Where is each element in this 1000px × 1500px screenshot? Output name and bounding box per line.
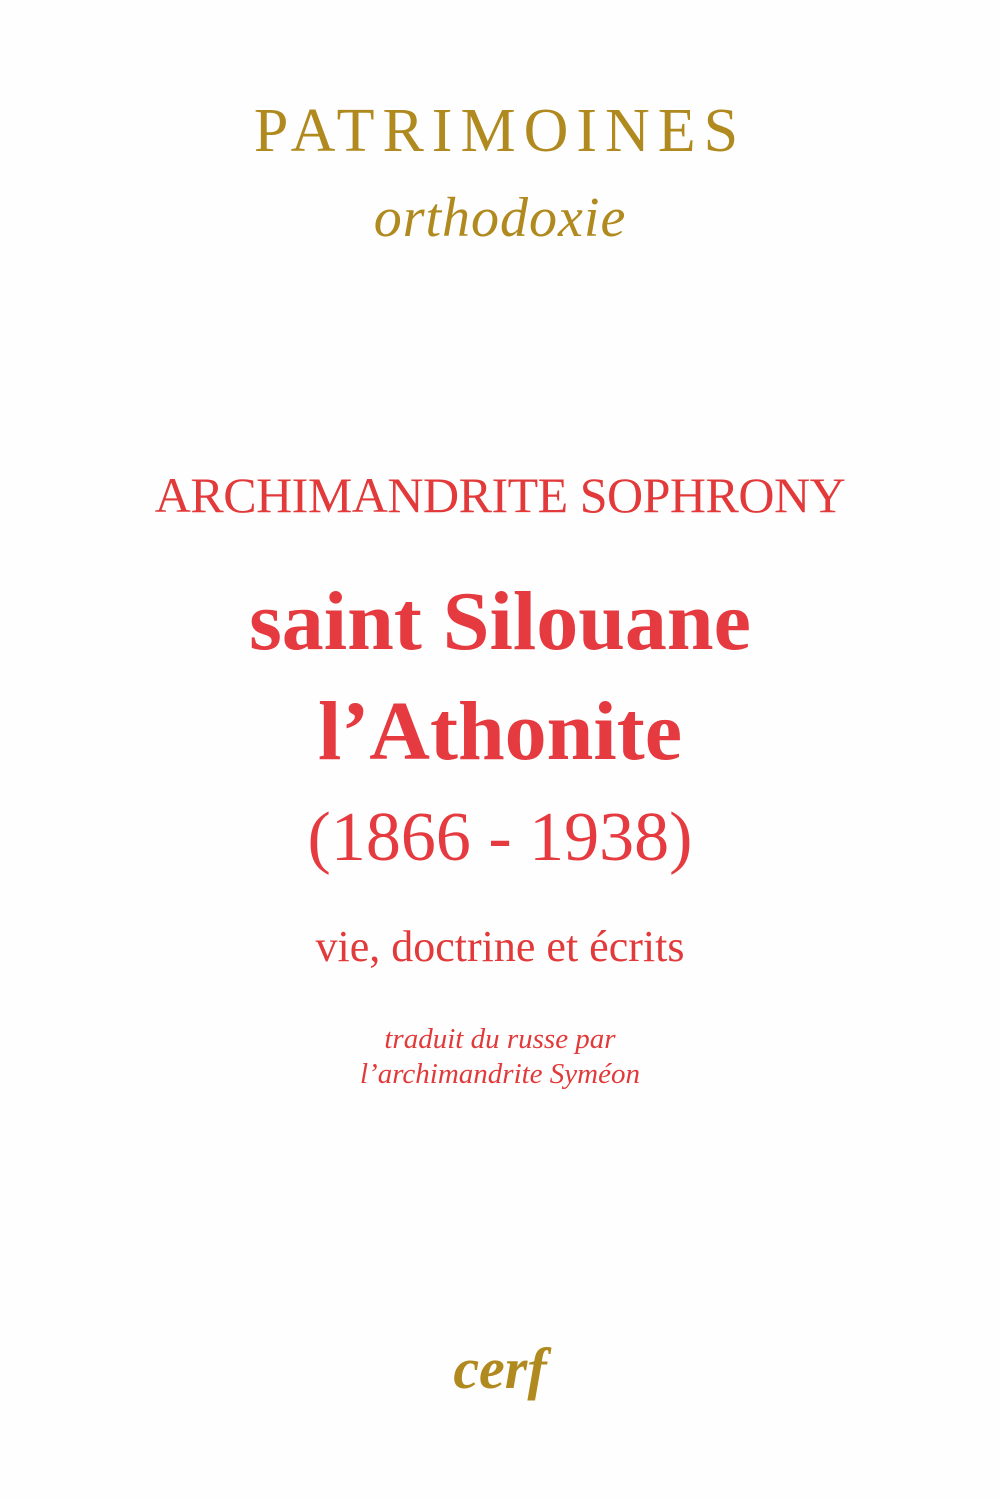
life-dates: (1866 - 1938): [307, 799, 693, 876]
book-title-line-2: l’Athonite: [318, 685, 682, 778]
book-title-line-1: saint Silouane: [249, 575, 751, 668]
book-subtitle: vie, doctrine et écrits: [315, 922, 685, 971]
translation-credit-line-1: traduit du russe par: [384, 1023, 616, 1055]
collection-name: PATRIMOINES: [253, 97, 747, 165]
subcollection-name: orthodoxie: [373, 187, 627, 249]
author-name: ARCHIMANDRITE SOPHRONY: [154, 467, 846, 523]
translation-credit-line-2: l’archimandrite Syméon: [359, 1058, 640, 1090]
publisher-logo: cerf: [453, 1336, 547, 1401]
